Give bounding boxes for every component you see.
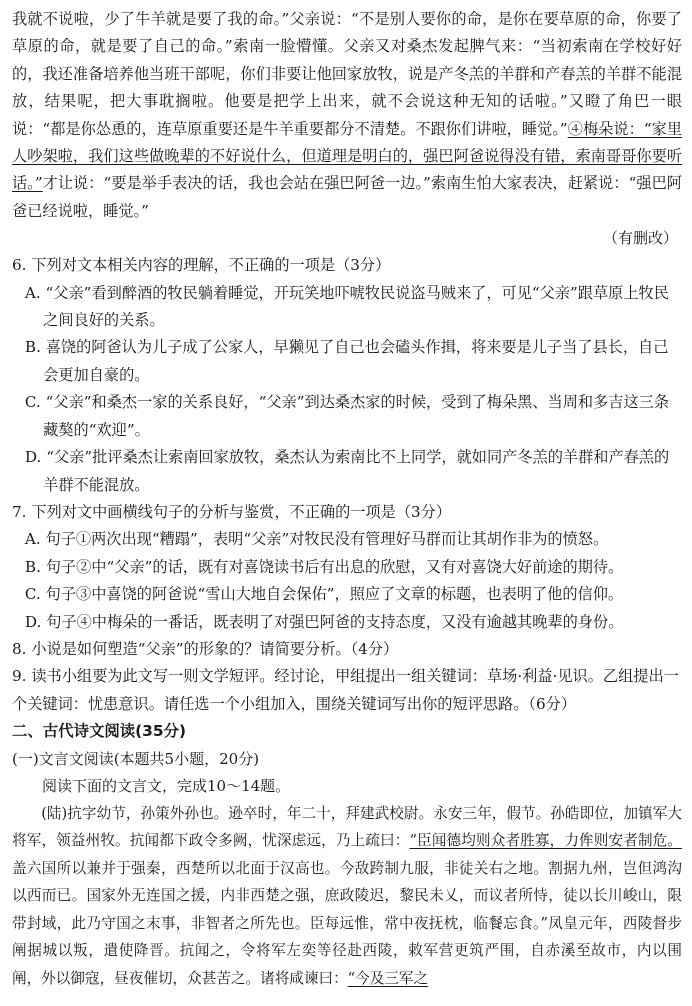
question-9: 9. 读书小组要为此文写一则文学短评。经讨论，甲组提出一组关键词：草场·利益·见识。乙组提出一个关键词：忧患意识。请任选一个小组加入，围绕关键词写出你的短评思路。（6分） [12,667,679,713]
question-7-option-b: B. 句子②中“父亲”的话，既有对喜饶读书后有出息的欣慰，又有对喜饶大好前途的期待。 [24,557,624,576]
source-note: （有删改） [602,229,678,248]
underlined-sentence-2: “今及三军之 [347,969,429,987]
subsection-heading: (一)文言文阅读(本题共5小题，20分) [12,749,260,768]
question-7-option-a: A. 句子①两次出现“糟蹋”，表明“父亲”对牧民没有管理好马群而让其胡作非为的愤怒。 [24,530,609,549]
question-6-option-d: D. “父亲”批评桑杰让索南回家放牧，桑杰认为索南比不上同学，就如同产冬羔的羊群和产春羔的羊群不能混放。 [24,448,670,494]
classical-text-1: (陆)抗字幼节，孙策外孙也。逊卒时，年二十，拜建武校尉。永安三年，假节。孙皓即位，加镇军大将军，领益州牧。抗闻都下政令多阙，忧深虑远，乃上疏曰： [12,804,682,850]
classical-text-3: 臣每远惟，常中夜抚枕，临餐忘食。”凤皇元年，西陵督步阐据城以叛，遣使降晋。抗闻之，令将军左奕等径赴西陵，敕军营更筑严围，自赤溪至故市，内以围阐，外以御寇，昼夜催切，众甚苦之。诸将咸谏曰： [12,914,682,987]
classical-text [12,800,682,993]
question-6-option-b: B. 喜饶的阿爸认为儿子成了公家人，早獭见了自己也会磕头作揖，将来要是儿子当了县长，自己会更加自豪的。 [24,338,669,384]
story-excerpt [12,6,682,225]
section-heading: 二、古代诗文阅读(35分) [12,722,187,741]
story-text-1: 我就不说啦，少了牛羊就是要了我的命。”父亲说：“不是别人要你的命，是你在要草原的命，你要了草原的命，就是要了自己的命。”索南一脸懵懂。父亲又对桑杰发起脾气来：“当初索南在学校好好的，我还准备培养他当班干部呢，你们非要让他回家放牧，说是产冬羔的羊群和产春羔的羊群不能混放，结果呢，把大事耽搁啦。他要是把学上出来，就不会说这种无知的话啦。”又瞪了角巴一眼说：“都是你怂恿的，连草原重要还是牛羊重要都分不清楚。不跟你们讲啦，睡觉。” [12,10,682,138]
question-6-option-a: A. “父亲”看到醉酒的牧民躺着睡觉，开玩笑地吓唬牧民说盗马贼来了，可见“父亲”跟草原上牧民之间良好的关系。 [24,283,669,330]
story-text-2: 梅朵说：“家里人吵架啦，我们这些做晚辈的不好说什么，但道理是明白的，强巴阿爸说得没有错，索南哥哥你要听话。” [12,119,683,193]
question-6-option-c: C. “父亲”和桑杰一家的关系良好，“父亲”到达桑杰家的时候，受到了梅朵黑、当周和多吉这三条藏獒的“欢迎”。 [24,393,670,439]
question-6-stem: 6. 下列对文本相关内容的理解，不正确的一项是（3分） [12,256,391,275]
story-text-3: 才让说：“要是举手表决的话，我也会站在强巴阿爸一边。”索南生怕大家表决，赶紧说：“强巴阿爸已经说啦，睡觉。” [12,174,682,220]
question-7-option-c: C. 句子③中喜饶的阿爸说“雪山大地自会保佑”，照应了文章的标题，也表明了他的信仰。 [24,585,624,604]
question-7-option-d: D. 句子④中梅朵的一番话，既表明了对强巴阿爸的支持态度，又没有逾越其晚辈的身份。 [24,612,624,631]
underlined-sentence-1: “臣闻德均则众者胜寡，力侔则安者制危。 [409,832,682,850]
classical-text-2: 盖六国所以兼并于强秦，西楚所以北面于汉高也。今敌跨制九服，非徒关右之地。割据九州，岂但鸿沟以西而已。国家外无连国之援，内非西楚之强，庶政陵迟，黎民未乂，而议者所恃，徒以长川峻山，限带封域，此乃守国之末事，非智者之所先也。 [12,859,682,932]
underline-marker-4: ④ [567,119,583,138]
reading-instruction: 阅读下面的文言文，完成10～14题。 [42,776,291,795]
question-8: 8. 小说是如何塑造“父亲”的形象的？请简要分析。（4分） [12,639,399,658]
question-7-stem: 7. 下列对文中画横线句子的分析与鉴赏，不正确的一项是（3分） [12,502,452,521]
